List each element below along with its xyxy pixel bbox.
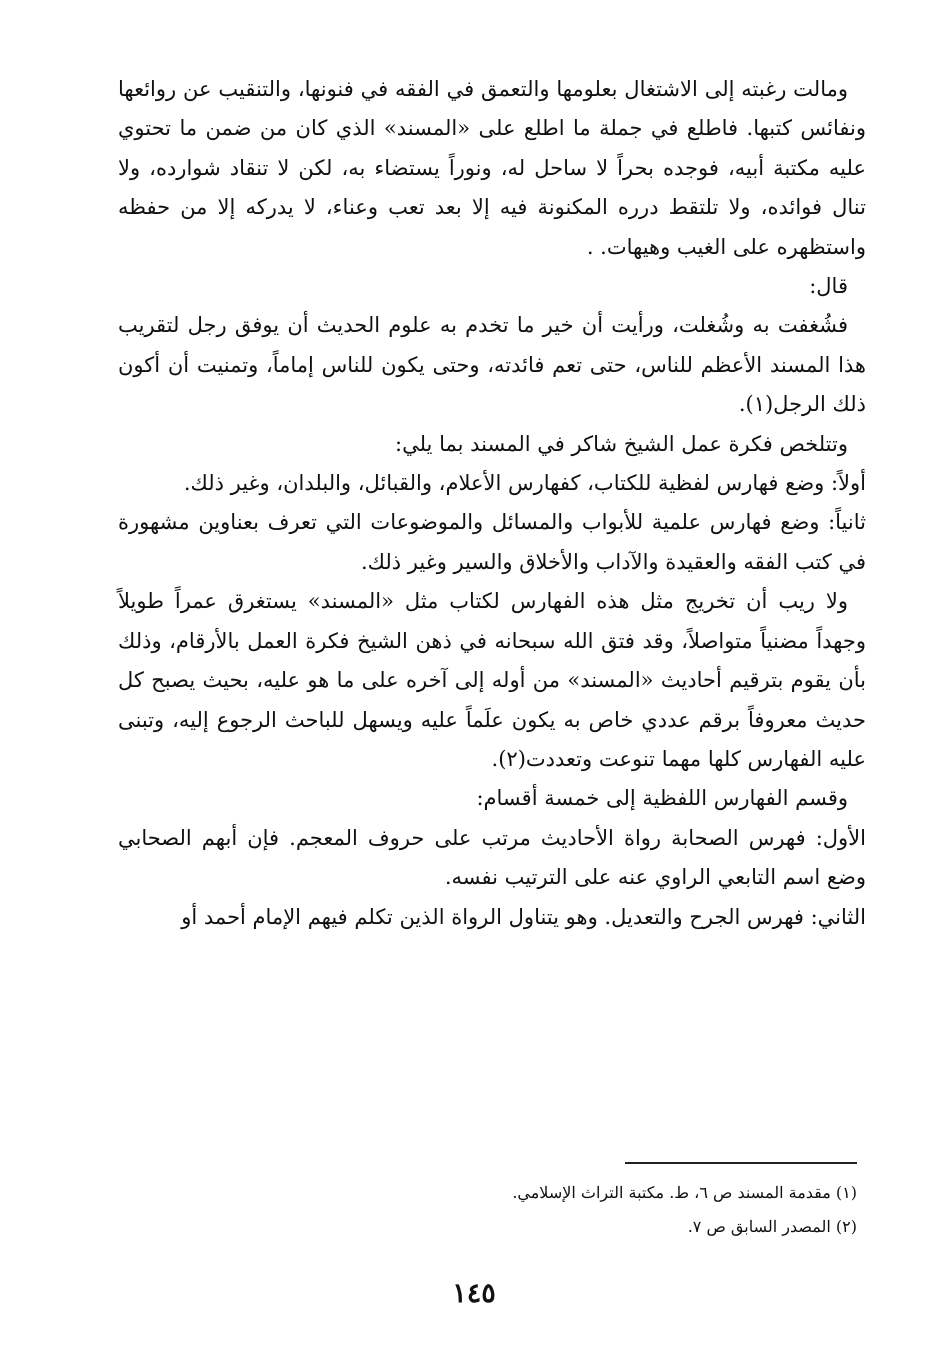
paragraph-9: الأول: فهرس الصحابة رواة الأحاديث مرتب على حروف المعجم. فإن أبهم الصحابي وضع اسم التابعي الراوي عنه على الترتيب نفسه. <box>118 825 866 890</box>
paragraph-3: فشُغفت به وشُغلت، ورأيت أن خير ما تخدم به علوم الحديث أن يوفق رجل لتقريب هذا المسند الأعظم للناس، حتى تعم فائدته، وحتى يكون للناس إماماً، وتمنيت أن أكون ذلك الرجل(١). <box>118 313 866 417</box>
main-text <box>118 70 866 937</box>
footnote-2: (٢) المصدر السابق ص ٧. <box>687 1217 857 1236</box>
paragraph-6: ثانياً: وضع فهارس علمية للأبواب والمسائل والموضوعات التي تعرف بعناوين مشهورة في كتب الفقه والعقيدة والآداب والأخلاق والسير وغير ذلك. <box>118 510 866 574</box>
page-number: ١٤٥ <box>452 1278 496 1309</box>
footnotes <box>330 1176 857 1244</box>
footnote-1: (١) مقدمة المسند ص ٦، ط. مكتبة التراث الإسلامي. <box>512 1183 857 1202</box>
paragraph-7: ولا ريب أن تخريج مثل هذه الفهارس لكتاب مثل «المسند» يستغرق عمراً طويلاً وجهداً مضنياً متواصلاً، وقد فتق الله سبحانه في ذهن الشيخ فكرة العمل بالأرقام، وذلك بأن يقوم بترقيم أحاديث «المسند» من أوله إلى آخره على ما هو عليه، بحيث يصبح كل حديث معروفاً برقم عددي خاص به يكون علَماً عليه ويسهل للباحث الرجوع إليه، وتبنى عليه الفهارس كلها مهما تنوعت وتعددت(٢). <box>118 589 866 771</box>
paragraph-1: ومالت رغبته إلى الاشتغال بعلومها والتعمق في الفقه في فنونها، والتنقيب عن روائعها ونفائس كتبها. فاطلع في جملة ما اطلع على «المسند» الذي كان من ضمن ما تحتوي عليه مكتبة أبيه، فوجده بحراً لا ساحل له، ونوراً يستضاء به، لكن لا تنقاد شوارده، ولا تنال فوائده، ولا تلتقط درره المكنونة فيه إلا بعد تعب وعناء، لا يدركه إلا من حفظه واستظهره على الغيب وهيهات. . <box>118 77 866 259</box>
footnote-divider <box>625 1162 857 1164</box>
paragraph-5: أولاً: وضع فهارس لفظية للكتاب، كفهارس الأعلام، والقبائل، والبلدان، وغير ذلك. <box>183 471 866 496</box>
paragraph-2: قال: <box>809 274 848 299</box>
paragraph-4: وتتلخص فكرة عمل الشيخ شاكر في المسند بما يلي: <box>395 431 848 456</box>
paragraph-8: وقسم الفهارس اللفظية إلى خمسة أقسام: <box>476 786 848 811</box>
paragraph-10: الثاني: فهرس الجرح والتعديل. وهو يتناول الرواة الذين تكلم فيهم الإمام أحمد أو <box>181 904 866 929</box>
